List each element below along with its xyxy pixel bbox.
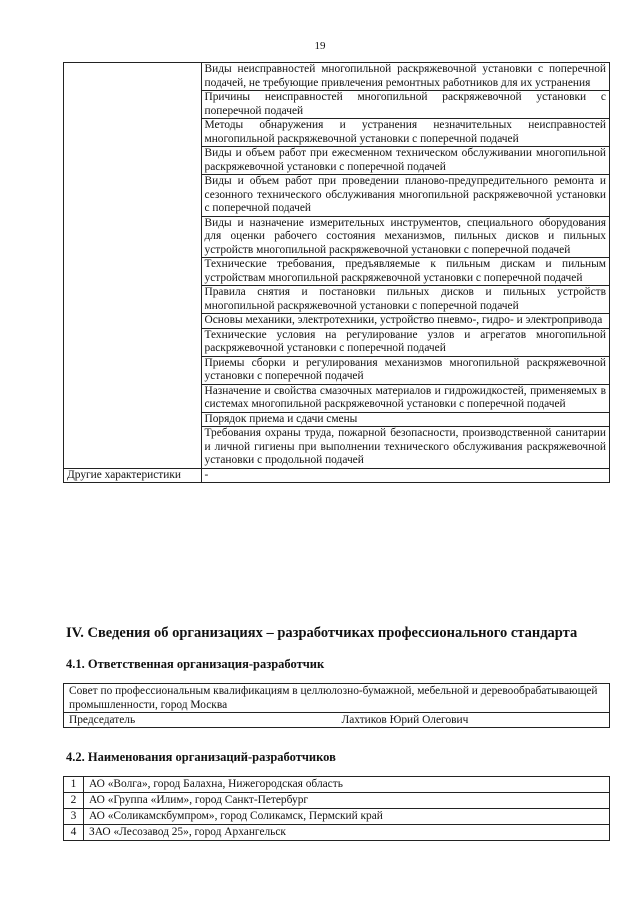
org-number: 4 — [64, 825, 84, 841]
knowledge-item: Требования охраны труда, пожарной безопасности, производственной санитарии и личной гигиены при выполнении технического обслуживания раскряжевочной установки с продольной подачей — [201, 427, 610, 469]
knowledge-item: Технические условия на регулирование узлов и агрегатов многопильной раскряжевочной установки с поперечной подачей — [201, 328, 610, 356]
responsible-org-name: Совет по профессиональным квалификациям в целлюлозно-бумажной, мебельной и деревообрабатывающей промышленности, город Москва — [64, 684, 610, 713]
org-name: ЗАО «Лесозавод 25», город Архангельск — [84, 825, 610, 841]
knowledge-item: Причины неисправностей многопильной раскряжевочной установки с поперечной подачей — [201, 91, 610, 119]
knowledge-item: Назначение и свойства смазочных материалов и гидрожидкостей, применяемых в системах многопильной раскряжевочной установки с поперечной подачей — [201, 384, 610, 412]
developer-orgs-table — [63, 776, 610, 841]
developer-orgs-heading: 4.2. Наименования организаций-разработчиков — [66, 750, 336, 764]
knowledge-item: Основы механики, электротехники, устройство пневмо-, гидро- и электропривода — [201, 314, 610, 329]
other-characteristics-value: - — [201, 468, 610, 483]
table-row — [64, 809, 610, 825]
table-row — [64, 468, 610, 483]
org-number: 3 — [64, 809, 84, 825]
org-number: 2 — [64, 793, 84, 809]
responsible-org-role: Председатель — [64, 713, 337, 728]
knowledge-item: Виды неисправностей многопильной раскряжевочной установки с поперечной подачей, не требующие привлечения ремонтных работников для их устранения — [201, 63, 610, 91]
org-name: АО «Волга», город Балахна, Нижегородская область — [84, 777, 610, 793]
page-number: 19 — [314, 40, 326, 52]
org-number: 1 — [64, 777, 84, 793]
org-name: АО «Группа «Илим», город Санкт-Петербург — [84, 793, 610, 809]
table-row — [64, 825, 610, 841]
table-row — [64, 793, 610, 809]
table-row — [64, 777, 610, 793]
knowledge-item: Виды и объем работ при ежесменном техническом обслуживании многопильной раскряжевочной установки с поперечной подачей — [201, 147, 610, 175]
knowledge-item: Виды и назначение измерительных инструментов, специального оборудования для оценки рабочего состояния механизмов, пильных дисков и пильных устройств многопильной раскряжевочной установки с поперечной подачей — [201, 216, 610, 258]
other-characteristics-label: Другие характеристики — [64, 468, 202, 483]
knowledge-item: Правила снятия и постановки пильных дисков и пильных устройств многопильной раскряжевочной установки с поперечной подачей — [201, 286, 610, 314]
section-title: IV. Сведения об организациях – разработчиках профессионального стандарта — [66, 625, 578, 641]
knowledge-item: Порядок приема и сдачи смены — [201, 412, 610, 427]
knowledge-item: Технические требования, предъявляемые к пильным дискам и пильным устройствам многопильной раскряжевочной установки с поперечной подачей — [201, 258, 610, 286]
knowledge-item: Методы обнаружения и устранения незначительных неисправностей многопильной раскряжевочной установки с поперечной подачей — [201, 119, 610, 147]
table-row — [64, 684, 610, 713]
knowledge-item: Приемы сборки и регулирования механизмов многопильной раскряжевочной установки с поперечной подачей — [201, 356, 610, 384]
responsible-org-heading: 4.1. Ответственная организация-разработчик — [66, 657, 325, 671]
knowledge-item: Виды и объем работ при проведении планово-предупредительного ремонта и сезонного технического обслуживания многопильной раскряжевочной установки с поперечной подачей — [201, 175, 610, 217]
responsible-org-person: Лахтиков Юрий Олегович — [337, 713, 610, 728]
table-row — [64, 713, 610, 728]
responsible-org-table — [63, 683, 610, 728]
table-row — [64, 63, 610, 91]
org-name: АО «Соликамскбумпром», город Соликамск, Пермский край — [84, 809, 610, 825]
left-empty-cell — [64, 63, 202, 469]
knowledge-table — [63, 62, 610, 483]
